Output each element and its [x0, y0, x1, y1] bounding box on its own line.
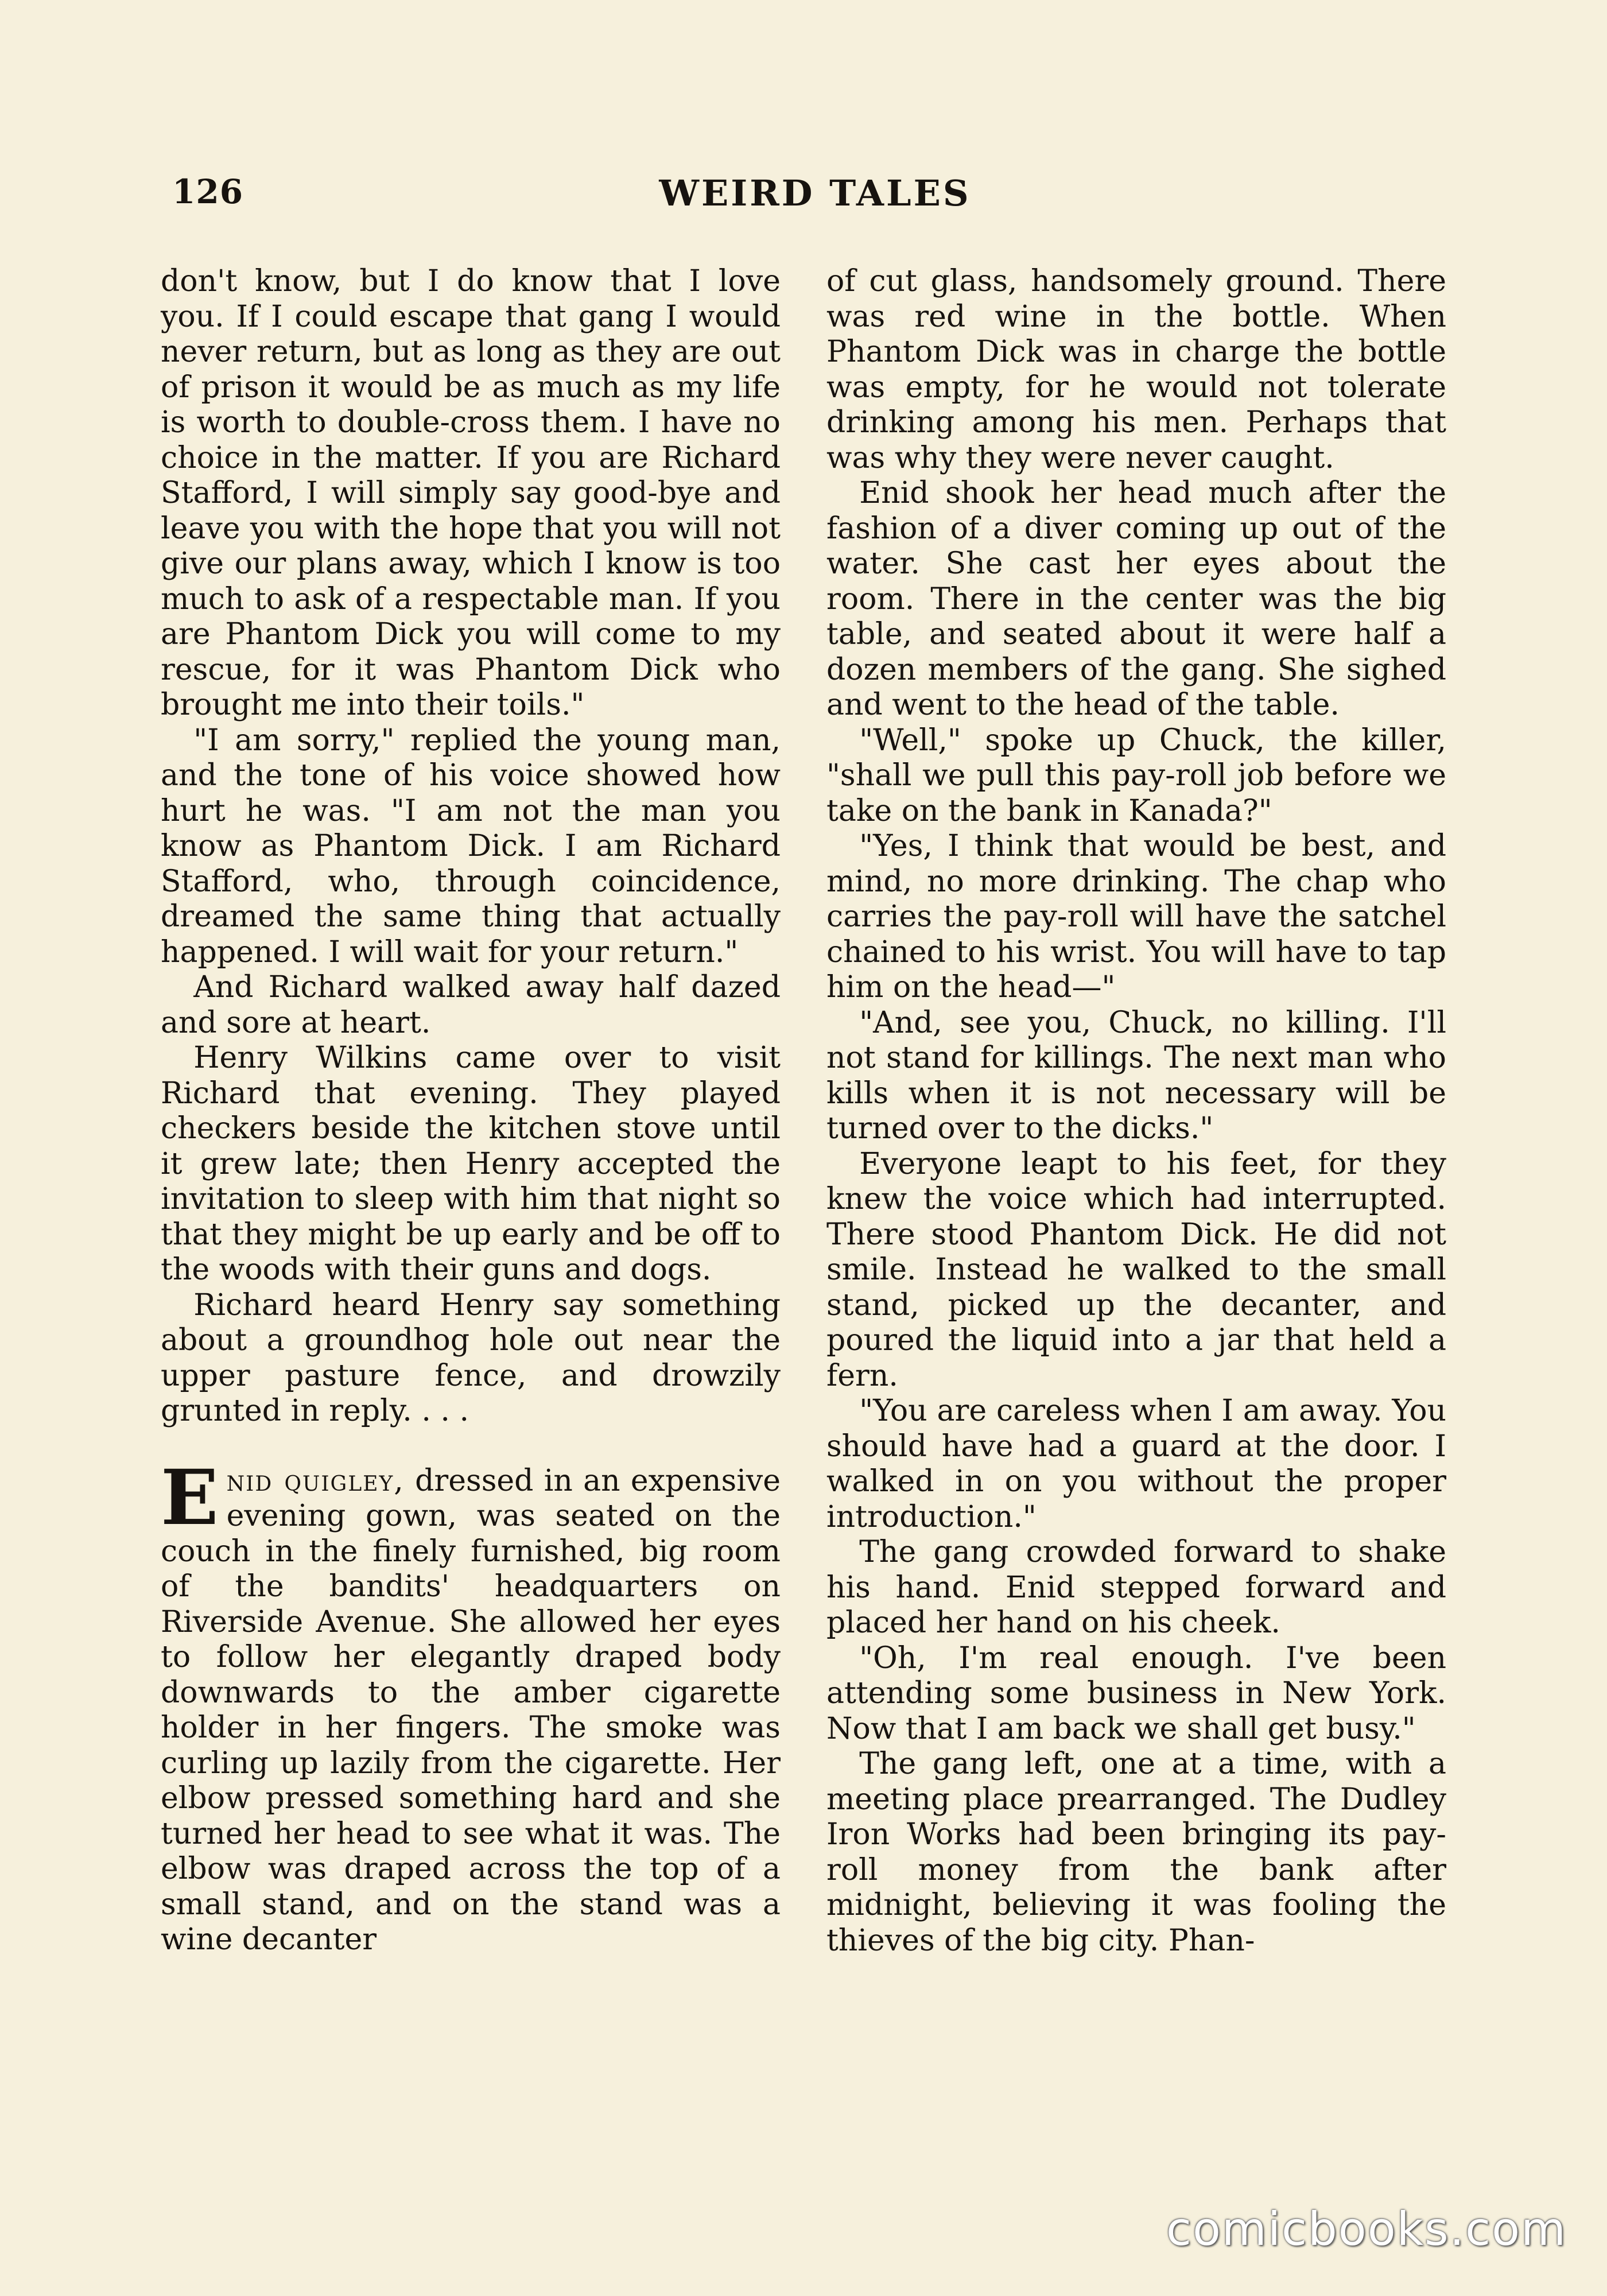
paragraph: "And, see you, Chuck, no killing. I'll not stand for killings. The next man who kills when it is not necessary will be turned over to the dicks.": [826, 1005, 1446, 1146]
watermark: comicbooks.com: [1166, 2202, 1567, 2256]
section-opening-paragraph: [161, 1453, 781, 1958]
right-column: [826, 264, 1446, 2124]
running-header: [172, 172, 1458, 224]
paragraph: The gang left, one at a time, with a meeting place prearranged. The Dudley Iron Works had been bringing its pay-roll money from the bank after midnight, believing it was fooling the thieves of the big city. Phan-: [826, 1747, 1446, 1958]
paragraph: And Richard walked away half dazed and sore at heart.: [161, 970, 781, 1040]
magazine-title: WEIRD TALES: [659, 172, 971, 214]
paragraph: Richard heard Henry say something about a groundhog hole out near the upper pasture fence, and drowzily grunted in reply. . . .: [161, 1287, 781, 1428]
paragraph: Henry Wilkins came over to visit Richard that evening. They played checkers beside the kitchen stove until it grew late; then Henry accepted the invitation to sleep with him that night so that they might be up early and be off to the woods with their guns and dogs.: [161, 1041, 781, 1287]
paragraph: "Yes, I think that would be best, and mind, no more drinking. The chap who carries the pay-roll will have the satchel chained to his wrist. You will have to tap him on the head—": [826, 829, 1446, 1004]
paragraph-text: dressed in an expensive evening gown, was seated on the couch in the finely furnished, big room of the bandits' headquarters on Riverside Avenue. She allowed her eyes to follow her elegantly draped body downwards to the amber cigarette holder in her fingers. The smoke was curling up lazily from the cigarette. Her elbow pressed something hard and she turned her head to see what it was. The elbow was draped across the top of a small stand, and on the stand was a wine decanter: [161, 1463, 781, 1957]
page-number: 126: [172, 172, 244, 211]
small-caps-lead: nid quigley,: [226, 1463, 405, 1498]
paragraph: Everyone leapt to his feet, for they knew the voice which had interrupted. There stood Phantom Dick. He did not smile. Instead he walked to the small stand, picked up the decanter, and poured the liquid into a jar that held a fern.: [826, 1146, 1446, 1393]
paragraph: The gang crowded forward to shake his hand. Enid stepped forward and placed her hand on his cheek.: [826, 1535, 1446, 1640]
paragraph: don't know, but I do know that I love you. If I could escape that gang I would never return, but as long as they are out of prison it would be as much as my life is worth to double-cross them. I have no choice in the matter. If you are Richard Stafford, I will simply say good-bye and leave you with the hope that you will not give our plans away, which I know is too much to ask of a respectable man. If you are Phantom Dick you will come to my rescue, for it was Phantom Dick who brought me into their toils.": [161, 264, 781, 722]
section-break: [161, 1429, 781, 1464]
paragraph: Enid shook her head much after the fashion of a diver coming up out of the water. She cast her eyes about the room. There in the center was the big table, and seated about it were half a dozen members of the gang. She sighed and went to the head of the table.: [826, 476, 1446, 722]
paragraph: "Well," spoke up Chuck, the killer, "shall we pull this pay-roll job before we take on the bank in Kanada?": [826, 723, 1446, 828]
paragraph: "Oh, I'm real enough. I've been attending some business in New York. Now that I am back we shall get busy.": [826, 1640, 1446, 1746]
paragraph: "I am sorry," replied the young man, and the tone of his voice showed how hurt he was. "I am not the man you know as Phantom Dick. I am Richard Stafford, who, through coincidence, dreamed the same thing that actually happened. I will wait for your return.": [161, 723, 781, 969]
left-column: [161, 264, 781, 2124]
paragraph: "You are careless when I am away. You should have had a guard at the door. I walked in on you without the proper introduction.": [826, 1394, 1446, 1534]
paragraph: of cut glass, handsomely ground. There was red wine in the bottle. When Phantom Dick was in charge the bottle was empty, for he would not tolerate drinking among his men. Perhaps that was why they were never caught.: [826, 264, 1446, 475]
drop-cap: E: [161, 1453, 219, 1542]
